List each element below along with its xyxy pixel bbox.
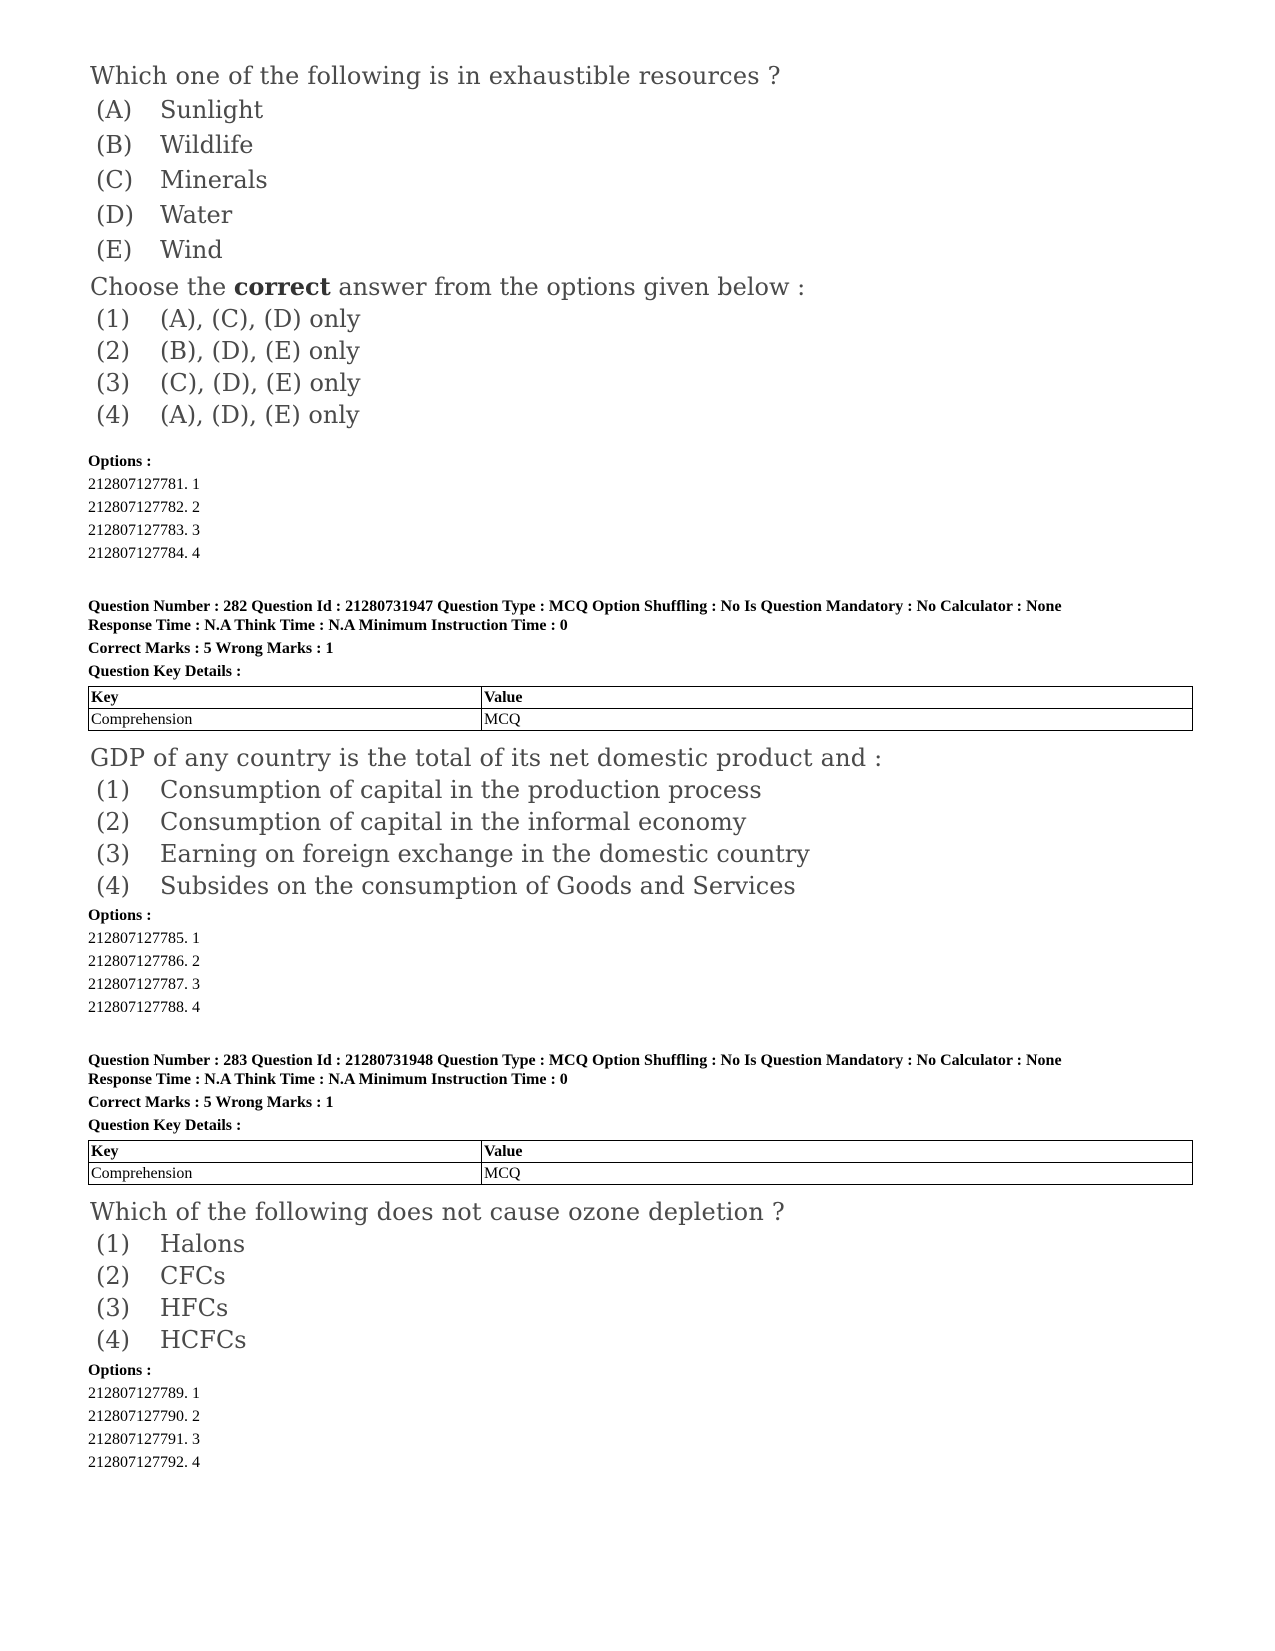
choose-instruction: Choose the correct answer from the options given below :	[90, 272, 806, 301]
cell-key: Comprehension	[89, 709, 482, 731]
question-meta-line1: Question Number : 282 Question Id : 21280731947 Question Type : MCQ Option Shuffling : No Is Question Mandatory : No Calculator : None	[88, 598, 1062, 615]
header-value: Value	[482, 687, 1193, 709]
answer-3: (3) HFCs	[96, 1294, 229, 1322]
table-header-row	[89, 1141, 1193, 1163]
question-stem: GDP of any country is the total of its net domestic product and :	[90, 744, 883, 772]
answer-4: (4) HCFCs	[96, 1326, 247, 1354]
question-282-image	[90, 744, 883, 900]
answer-4: (4) Subsides on the consumption of Goods and Services	[96, 872, 796, 900]
header-key: Key	[89, 687, 482, 709]
key-details-table	[88, 686, 1193, 731]
option-item: 212807127789. 1	[88, 1385, 200, 1402]
question-281-image	[90, 62, 806, 452]
option-item: 212807127790. 2	[88, 1408, 200, 1425]
question-meta-line1: Question Number : 283 Question Id : 21280731948 Question Type : MCQ Option Shuffling : No Is Question Mandatory : No Calculator : None	[88, 1052, 1062, 1069]
header-value: Value	[482, 1141, 1193, 1163]
option-item: 212807127786. 2	[88, 953, 200, 970]
table-row	[89, 709, 1193, 731]
answer-1: (1) Consumption of capital in the production process	[96, 776, 762, 804]
key-details-label: Question Key Details :	[88, 1117, 242, 1134]
answer-4: (4) (A), (D), (E) only	[96, 401, 360, 429]
option-item: 212807127782. 2	[88, 499, 200, 516]
key-details-label: Question Key Details :	[88, 663, 242, 680]
options-label: Options :	[88, 907, 152, 924]
table-row	[89, 1163, 1193, 1185]
option-item: 212807127783. 3	[88, 522, 200, 539]
question-meta-line2: Response Time : N.A Think Time : N.A Minimum Instruction Time : 0	[88, 1071, 568, 1088]
marks-line: Correct Marks : 5 Wrong Marks : 1	[88, 640, 334, 657]
question-stem: Which of the following does not cause ozone depletion ?	[90, 1198, 785, 1226]
answer-2: (2) Consumption of capital in the informal economy	[96, 808, 747, 836]
answer-2: (2) (B), (D), (E) only	[96, 337, 360, 365]
cell-key: Comprehension	[89, 1163, 482, 1185]
item-d: (D) Water	[96, 201, 233, 229]
answer-3: (3) (C), (D), (E) only	[96, 369, 361, 397]
answer-3: (3) Earning on foreign exchange in the domestic country	[96, 840, 810, 868]
cell-value: MCQ	[482, 709, 1193, 731]
option-item: 212807127792. 4	[88, 1454, 200, 1471]
key-details-table	[88, 1140, 1193, 1185]
answer-2: (2) CFCs	[96, 1262, 226, 1290]
option-item: 212807127788. 4	[88, 999, 200, 1016]
item-b: (B) Wildlife	[96, 131, 254, 159]
answer-1: (1) Halons	[96, 1230, 246, 1258]
option-item: 212807127784. 4	[88, 545, 200, 562]
question-meta-line2: Response Time : N.A Think Time : N.A Minimum Instruction Time : 0	[88, 617, 568, 634]
item-e: (E) Wind	[96, 236, 223, 264]
cell-value: MCQ	[482, 1163, 1193, 1185]
options-label: Options :	[88, 1362, 152, 1379]
item-a: (A) Sunlight	[96, 96, 264, 124]
option-item: 212807127781. 1	[88, 476, 200, 493]
question-283-image	[90, 1198, 790, 1354]
marks-line: Correct Marks : 5 Wrong Marks : 1	[88, 1094, 334, 1111]
answer-1: (1) (A), (C), (D) only	[96, 305, 361, 333]
item-c: (C) Minerals	[96, 166, 268, 194]
table-header-row	[89, 687, 1193, 709]
question-stem: Which one of the following is in exhaustible resources ?	[90, 62, 781, 90]
option-item: 212807127785. 1	[88, 930, 200, 947]
header-key: Key	[89, 1141, 482, 1163]
options-label: Options :	[88, 453, 152, 470]
option-item: 212807127787. 3	[88, 976, 200, 993]
option-item: 212807127791. 3	[88, 1431, 200, 1448]
